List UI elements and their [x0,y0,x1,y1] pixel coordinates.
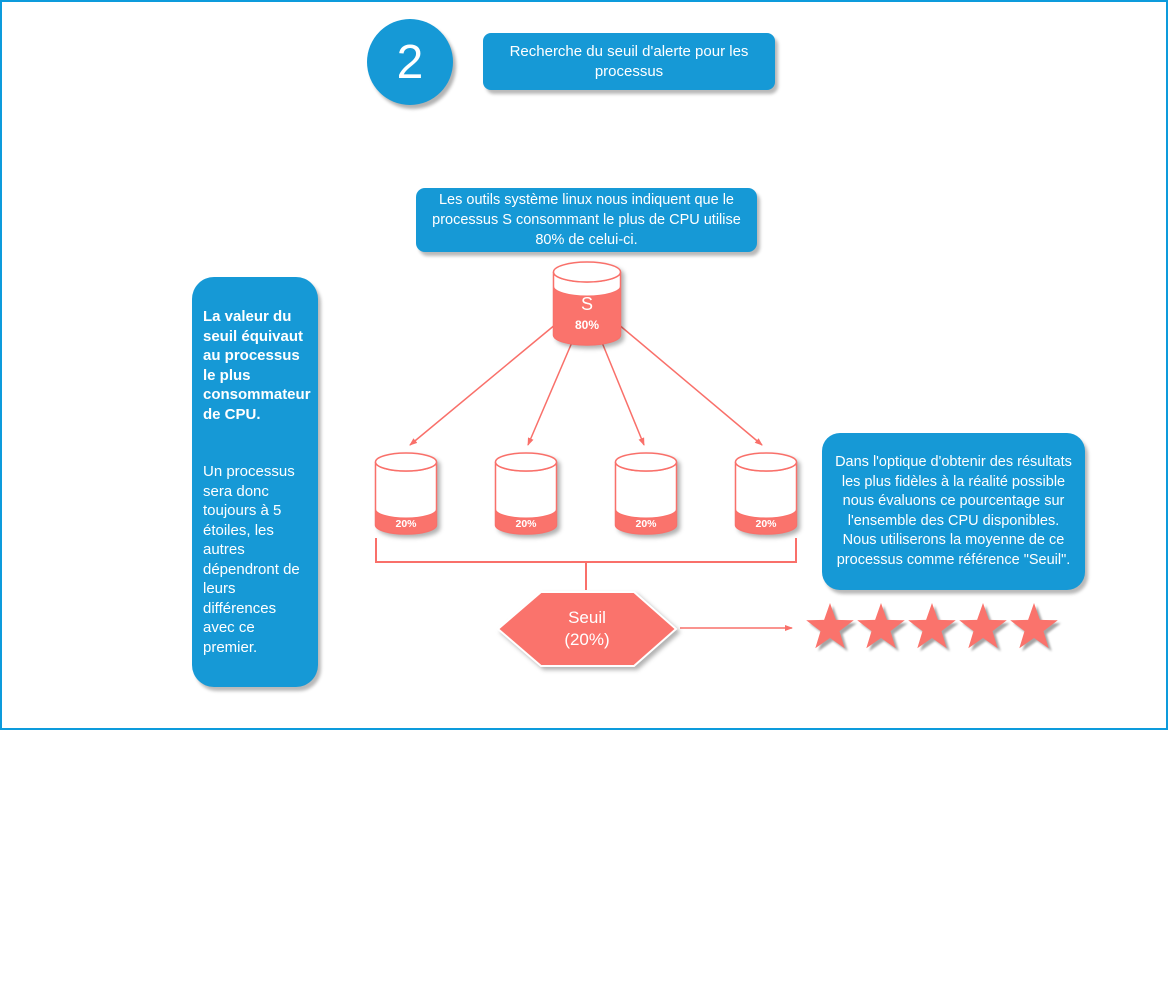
star-rating [805,602,1059,650]
cpu-cylinder-1 [374,452,438,536]
star-icon [1009,602,1059,650]
linux-tools-note-text: Les outils système linux nous indiquent que le processus S consommant le plus de CPU utilise 80% de celui-ci. [432,192,741,248]
cpu-usage-label: 20% [755,518,777,530]
cpu-cylinder-4 [734,452,798,536]
step-number-badge [367,19,453,105]
average-method-note-box [822,433,1085,590]
threshold-explanation-detail: Un processus sera donc toujours à 5 étoiles, les autres dépendront de leurs différences avec ce premier. [203,463,300,656]
cpu-cylinder-2 [494,452,558,536]
process-s-cylinder [552,261,622,347]
step-title: Recherche du seuil d'alerte pour les processus [509,42,749,80]
cpu-cylinder-3 [614,452,678,536]
linux-tools-note-box [416,188,757,252]
process-s-usage: 80% [574,318,600,332]
star-icon [856,602,906,650]
process-s-name: S [580,294,593,314]
threshold-hexagon [496,590,678,668]
threshold-value: (20%) [564,630,610,649]
threshold-explanation-panel [192,277,318,687]
step-title-box [483,33,775,90]
star-icon [805,602,855,650]
step-number: 2 [396,35,424,89]
cpu-usage-label: 20% [515,518,537,530]
cpu-usage-label: 20% [635,518,657,530]
star-icon [907,602,957,650]
average-method-note-text: Dans l'optique d'obtenir des résultats les plus fidèles à la réalité possible nous évaluons ce pourcentage sur l'ensemble des CPU disponibles. Nous utiliserons la moyenne de ce processus comme référence "Seuil". [835,454,1072,568]
threshold-title: Seuil [568,608,606,627]
cpu-usage-label: 20% [395,518,417,530]
star-icon [958,602,1008,650]
threshold-explanation-intro: La valeur du seuil équivaut au processus le plus consommateur de CPU. [203,308,311,423]
